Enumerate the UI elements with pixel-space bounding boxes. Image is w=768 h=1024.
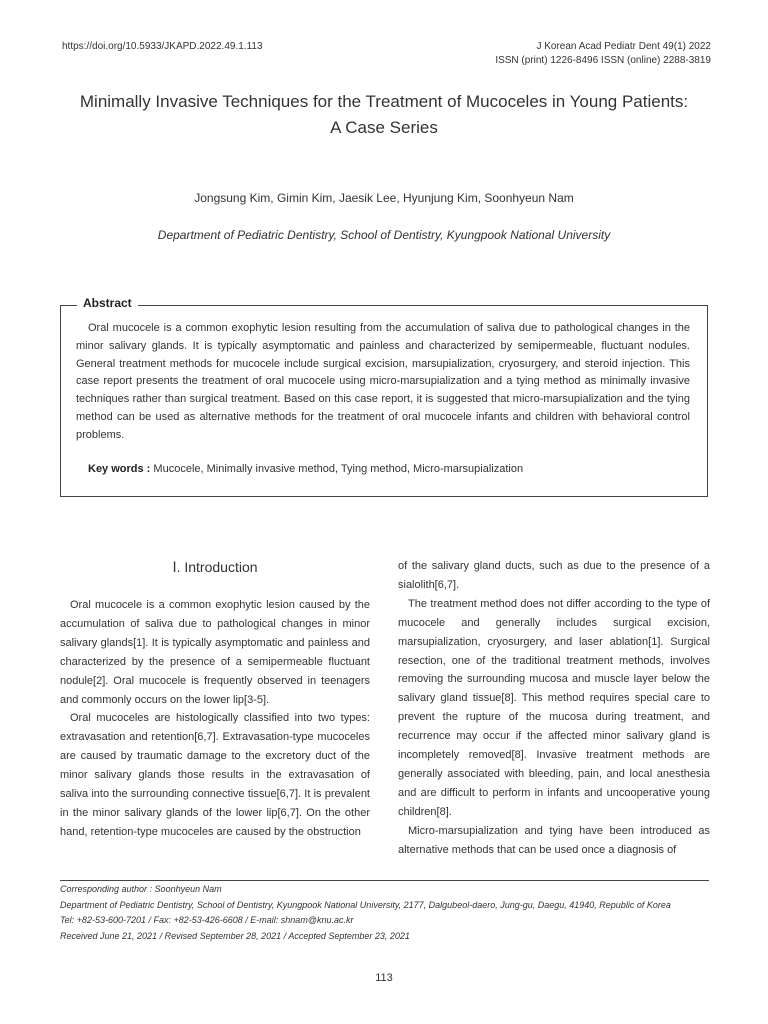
- author-contact: Tel: +82-53-600-7201 / Fax: +82-53-426-6608 / E-mail: shnam@knu.ac.kr: [60, 915, 354, 925]
- keywords: [88, 463, 523, 475]
- author-list: Jongsung Kim, Gimin Kim, Jaesik Lee, Hyunjung Kim, Soonhyeun Nam: [194, 191, 574, 205]
- journal-citation: J Korean Acad Pediatr Dent 49(1) 2022: [536, 41, 711, 52]
- journal-info: [495, 40, 711, 68]
- footnotes: [60, 882, 720, 944]
- paragraph: Oral mucocele is a common exophytic lesion caused by the accumulation of saliva due to pathological changes in minor salivary glands[1]. It is typically asymptomatic and painless and characterized by the presence of a semipermeable fluctuant nodule[2]. Oral mucocele is frequently observed in teenagers and commonly occurs on the lower lip[3-5].: [60, 599, 370, 706]
- paper-title: [60, 89, 708, 141]
- article-dates: Received June 21, 2021 / Revised September 28, 2021 / Accepted September 23, 2021: [60, 930, 410, 941]
- title-line-1: Minimally Invasive Techniques for the Treatment of Mucoceles in Young Patients:: [79, 92, 689, 111]
- keywords-list: Mucocele, Minimally invasive method, Tying method, Micro-marsupialization: [153, 463, 524, 475]
- corresponding-author: Corresponding author : Soonhyeun Nam: [60, 884, 222, 894]
- title-line-2: A Case Series: [330, 118, 438, 137]
- column-right: [398, 557, 710, 860]
- doi-link[interactable]: https://doi.org/10.5933/JKAPD.2022.49.1.113: [62, 41, 263, 52]
- paragraph: Oral mucoceles are histologically classified into two types: extravasation and retention[6,7]. Extravasation-type mucoceles are caused by traumatic damage to the excretory duct of the minor salivary glands those results in the extravasation of saliva into the surrounding connective tissue[6,7]. It is prevalent in the minor salivary glands of the lower lip[6,7]. On the other hand, retention-type mucoceles are caused by the obstruction: [60, 712, 370, 838]
- author-address: Department of Pediatric Dentistry, School of Dentistry, Kyungpook National University, 2177, Dalgubeol-daero, Jung-gu, Daegu, 41940, Republic of Korea: [60, 899, 671, 910]
- column-left: [60, 596, 370, 842]
- paragraph-continuation: of the salivary gland ducts, such as due to the presence of a sialolith[6,7].: [398, 560, 710, 591]
- affiliation: Department of Pediatric Dentistry, School of Dentistry, Kyungpook National University: [157, 228, 611, 242]
- paragraph: The treatment method does not differ according to the type of mucocele and generally includes surgical excision, marsupialization, cryosurgery, and laser ablation[1]. Surgical resection, one of the traditional treatment methods, involves removing the surrounding mucosa and muscle layer below the salivary gland tissue[8]. This method requires special care to prevent the rupture of the mucosa during treatment, and recurrence may occur if the affected minor salivary gland is incompletely removed[8]. Invasive treatment methods are generally associated with bleeding, pain, and local anesthesia and are difficult to perform in infants and uncooperative young children[8].: [398, 597, 710, 818]
- abstract-heading: Abstract: [77, 296, 138, 310]
- keywords-label: Key words :: [88, 463, 151, 475]
- footnote-divider: [60, 880, 709, 881]
- issn-line: ISSN (print) 1226-8496 ISSN (online) 2288-3819: [495, 55, 711, 66]
- section-heading-introduction: Ⅰ. Introduction: [172, 559, 258, 575]
- abstract-text: Oral mucocele is a common exophytic lesion resulting from the accumulation of saliva due to pathological changes in the minor salivary glands. It is typically asymptomatic and painless and characterized by semipermeable, fluctuant nodules. General treatment methods for mucocele include surgical excision, marsupialization, cryosurgery, and steroid injection. This case report presents the treatment of oral mucocele using micro-marsupialization and a tying method as minimally invasive techniques rather than surgical treatment. Based on this case report, it is suggested that micro-marsupialization and the tying method can be used as alternative methods for the treatment of oral mucocele infants and children with behavioral control problems.: [76, 322, 690, 441]
- page-number: 113: [375, 972, 393, 984]
- paragraph: Micro-marsupialization and tying have been introduced as alternative methods that can be used once a diagnosis of: [398, 824, 710, 856]
